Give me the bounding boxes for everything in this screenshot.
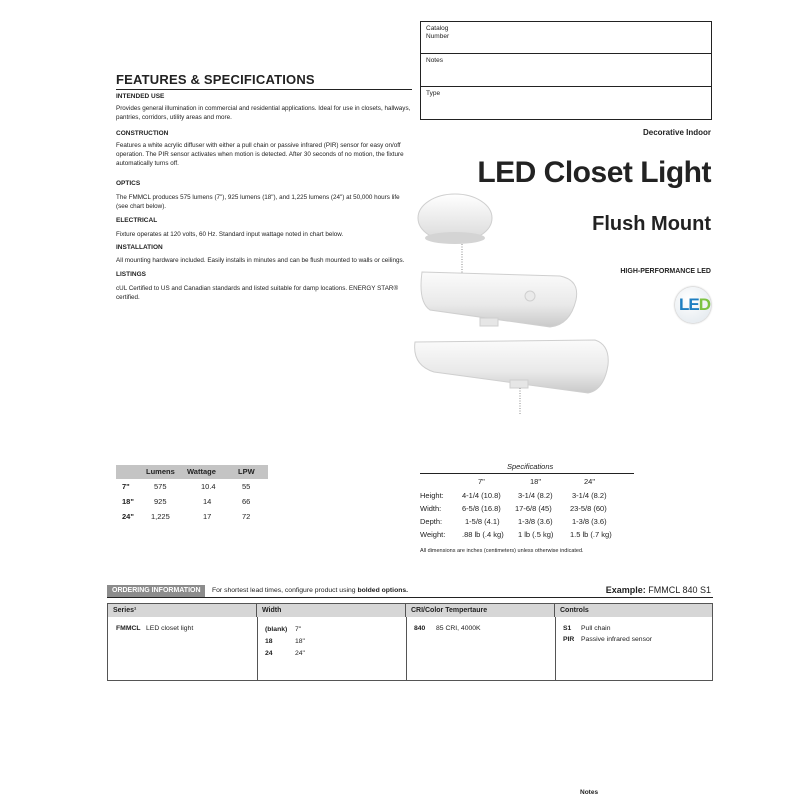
electrical-heading: ELECTRICAL	[116, 217, 158, 224]
size-cell: 7"	[122, 482, 130, 491]
fixture-18in	[421, 272, 577, 327]
spec-row-label: Height:	[420, 491, 444, 500]
wattage-cell: 10.4	[201, 482, 216, 491]
optics-heading: OPTICS	[116, 180, 141, 187]
electrical-text: Fixture operates at 120 volts, 60 Hz. Standard input wattage noted in chart below.	[116, 231, 344, 238]
lpw-cell: 55	[242, 482, 251, 491]
spec-cell: 3-1/4 (8.2)	[518, 491, 553, 500]
wattage-cell: 14	[203, 497, 212, 506]
series-header: Series¹	[108, 604, 257, 617]
series-code: FMMCL	[116, 625, 141, 632]
tagline: HIGH-PERFORMANCE LED	[620, 268, 711, 275]
example-value: FMMCL 840 S1	[648, 585, 711, 595]
lumens-cell: 1,225	[151, 512, 170, 521]
ordering-note-bold: bolded options.	[357, 587, 409, 594]
controls-desc: Passive infrared sensor	[581, 636, 653, 643]
fixture-7in	[418, 194, 492, 276]
lpw-cell: 66	[242, 497, 251, 506]
spec-footnote: All dimensions are inches (centimeters) unless otherwise indicated.	[420, 548, 584, 554]
cri-header: CRI/Color Tempertaure	[406, 604, 555, 617]
width-header: Width	[257, 604, 406, 617]
spec-col-24: 24"	[584, 477, 596, 486]
width-code: 24	[265, 650, 273, 657]
ordering-note	[212, 587, 408, 594]
catalog-label: Catalog Number	[426, 25, 450, 40]
width-desc: 7"	[295, 626, 302, 633]
size-cell: 24"	[122, 512, 134, 521]
spec-cell: 1-3/8 (3.6)	[518, 517, 553, 526]
ordering-note-prefix: For shortest lead times, configure product using	[212, 587, 358, 594]
construction-heading: CONSTRUCTION	[116, 130, 169, 137]
lumens-cell: 925	[154, 497, 167, 506]
ordering-example	[606, 585, 711, 595]
spec-row-label: Depth:	[420, 517, 443, 526]
lpw-cell: 72	[242, 512, 251, 521]
width-column	[257, 617, 407, 680]
spec-cell: 1-5/8 (4.1)	[465, 517, 500, 526]
spec-cell: 1.5 lb (.7 kg)	[570, 530, 612, 539]
size-cell: 18"	[122, 497, 134, 506]
width-desc: 24"	[295, 650, 305, 657]
intended-use-text: Provides general illumination in commercial and residential applications. Ideal for use in closets, hallways, pantries, corridors, utility areas and more.	[116, 105, 411, 121]
controls-column	[555, 617, 712, 680]
features-title: FEATURES & SPECIFICATIONS	[116, 72, 315, 87]
led-badge-le: LE	[679, 295, 699, 314]
width-code: 18	[265, 638, 273, 645]
installation-text: All mounting hardware included. Easily installs in minutes and can be flush mounted to walls or ceilings.	[116, 257, 405, 264]
lumens-table	[116, 465, 268, 524]
spec-row-label: Width:	[420, 504, 442, 513]
intended-use-heading: INTENDED USE	[116, 93, 165, 100]
controls-header: Controls	[555, 604, 712, 617]
spec-cell: 17-6/8 (45)	[515, 504, 552, 513]
lumens-cell: 575	[154, 482, 167, 491]
lpw-header: LPW	[238, 467, 255, 476]
product-illustration	[410, 190, 610, 420]
spec-cell: 1 lb (.5 kg)	[518, 530, 554, 539]
specifications-rule	[420, 473, 634, 474]
spec-row-label: Weight:	[420, 530, 446, 539]
listings-heading: LISTINGS	[116, 271, 146, 278]
footer-notes: Notes	[580, 789, 599, 796]
table-row	[116, 509, 268, 524]
led-badge-d: D	[698, 295, 711, 314]
width-code: (blank)	[265, 626, 288, 633]
controls-code: S1	[563, 625, 572, 632]
fixture-24in	[415, 340, 609, 415]
width-desc: 18"	[295, 638, 305, 645]
controls-code: PIR	[563, 636, 575, 643]
cri-code: 840	[414, 625, 426, 632]
controls-desc: Pull chain	[581, 625, 611, 632]
product-subtitle: Flush Mount	[592, 213, 711, 235]
spec-col-7: 7"	[478, 477, 485, 486]
example-label: Example:	[605, 585, 646, 595]
ordering-rule	[107, 597, 713, 598]
spec-cell: 3-1/4 (8.2)	[572, 491, 607, 500]
wattage-cell: 17	[203, 512, 212, 521]
spec-cell: 23-5/8 (60)	[570, 504, 607, 513]
construction-text: Features a white acrylic diffuser with either a pull chain or passive infrared (PIR) sensor for easy on/off operation. The PIR sensor activates when motion is detected. After 30 seconds of no motion, the fixture automatically turns off.	[116, 142, 404, 167]
listings-text: cUL Certified to US and Canadian standards and listed suitable for damp locations. ENERGY STAR® certified.	[116, 285, 399, 301]
optics-text: The FMMCL produces 575 lumens (7"), 925 lumens (18"), and 1,225 lumens (24") at 50,000 hours life (see chart below).	[116, 194, 400, 210]
wattage-header: Wattage	[187, 467, 216, 476]
spec-cell: .88 lb (.4 kg)	[462, 530, 504, 539]
ordering-label: ORDERING INFORMATION	[107, 585, 205, 597]
type-field[interactable]	[421, 87, 711, 119]
type-label: Type	[426, 90, 441, 97]
table-row	[116, 494, 268, 509]
product-title: LED Closet Light	[477, 156, 711, 189]
spec-cell: 4-1/4 (10.8)	[462, 491, 501, 500]
cri-column	[406, 617, 556, 680]
lumens-table-header	[116, 465, 268, 479]
led-badge	[675, 287, 711, 323]
table-row	[116, 479, 268, 494]
notes-label: Notes	[426, 57, 443, 64]
features-rule	[116, 89, 412, 90]
series-column	[108, 617, 258, 680]
ordering-table	[107, 603, 713, 681]
catalog-number-field[interactable]	[421, 22, 711, 54]
category-label: Decorative Indoor	[642, 128, 711, 137]
cri-desc: 85 CRI, 4000K	[436, 625, 481, 632]
spec-cell: 6-5/8 (16.8)	[462, 504, 501, 513]
installation-heading: INSTALLATION	[116, 244, 163, 251]
lumens-header: Lumens	[146, 467, 175, 476]
notes-field[interactable]	[421, 54, 711, 87]
specifications-title: Specifications	[507, 462, 554, 471]
spec-col-18: 18"	[530, 477, 542, 486]
series-desc: LED closet light	[146, 625, 194, 632]
spec-cell: 1-3/8 (3.6)	[572, 517, 607, 526]
catalog-box	[420, 21, 712, 120]
